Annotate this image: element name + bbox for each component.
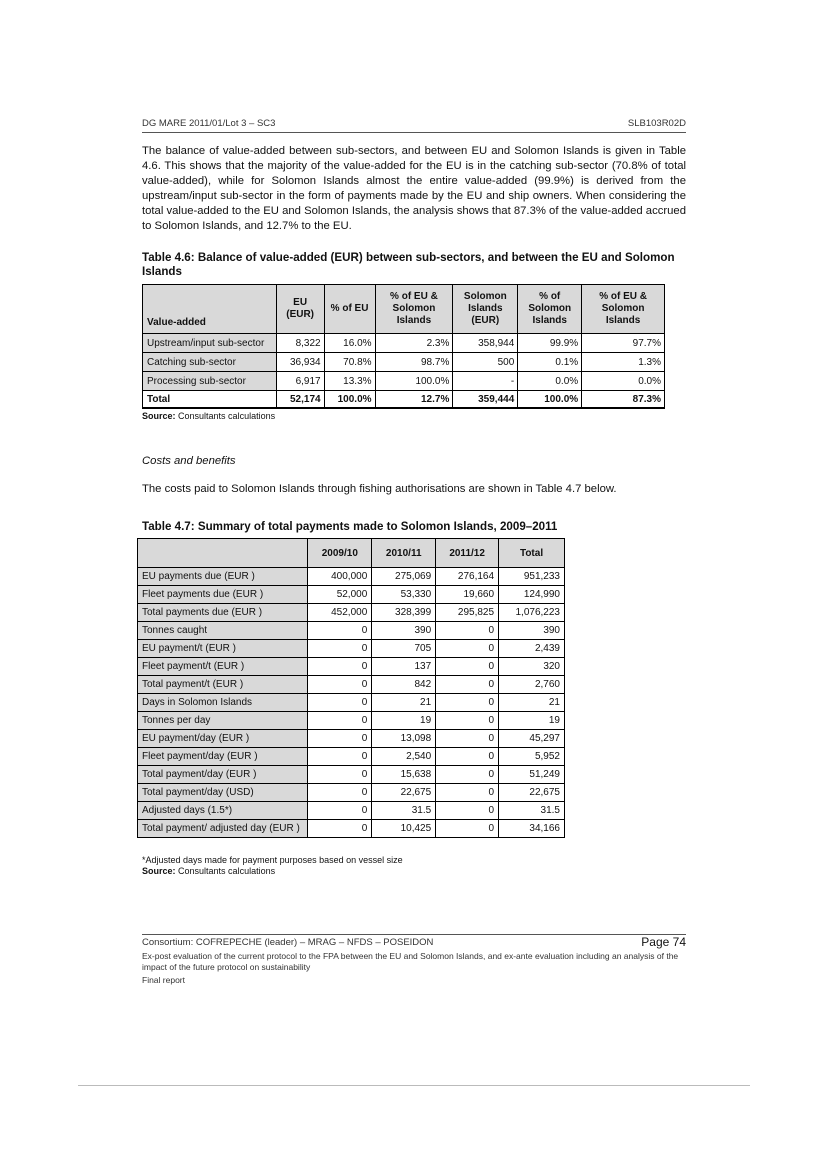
table-cell: 842 — [372, 676, 436, 694]
table-cell: 13.3% — [324, 372, 375, 391]
table47-caption: Table 4.7: Summary of total payments made to Solomon Islands, 2009–2011 — [142, 520, 558, 533]
table-cell: 0 — [436, 802, 499, 820]
table46-source — [142, 411, 275, 422]
row-label: Tonnes per day — [138, 712, 308, 730]
table-cell: 21 — [372, 694, 436, 712]
source-text: Consultants calculations — [178, 411, 276, 421]
row-label: Upstream/input sub-sector — [143, 334, 277, 353]
table46-header: Value-added — [143, 285, 277, 334]
table-cell: 390 — [499, 622, 565, 640]
table-cell: 0 — [308, 658, 372, 676]
table-cell: 0 — [436, 658, 499, 676]
table-cell: 320 — [499, 658, 565, 676]
table-cell: 16.0% — [324, 334, 375, 353]
table-cell: 359,444 — [453, 391, 518, 409]
table-cell: 100.0% — [324, 391, 375, 409]
row-label: Total — [143, 391, 277, 409]
table-cell: 0.0% — [518, 372, 582, 391]
table46-header-row — [143, 285, 665, 334]
table-cell: 15,638 — [372, 766, 436, 784]
table-row — [138, 640, 565, 658]
table47-header — [138, 539, 308, 568]
table-cell: 1,076,223 — [499, 604, 565, 622]
table-cell: 0 — [308, 766, 372, 784]
footer-consortium: Consortium: COFREPECHE (leader) – MRAG – NFDS – POSEIDON — [142, 937, 434, 948]
table47-notes — [142, 855, 403, 877]
table47-header: 2010/11 — [372, 539, 436, 568]
table-cell: 31.5 — [372, 802, 436, 820]
table-cell: 0.1% — [518, 353, 582, 372]
row-label: Fleet payment/t (EUR ) — [138, 658, 308, 676]
table-row — [138, 568, 565, 586]
table47-header: 2009/10 — [308, 539, 372, 568]
table-cell: 951,233 — [499, 568, 565, 586]
table-row — [138, 748, 565, 766]
table-row — [138, 802, 565, 820]
table-cell: 0 — [436, 676, 499, 694]
table-cell: 124,990 — [499, 586, 565, 604]
table-cell: 500 — [453, 353, 518, 372]
page-number: Page 74 — [641, 935, 686, 949]
row-label: EU payments due (EUR ) — [138, 568, 308, 586]
table-row — [138, 820, 565, 838]
page-bottom-rule — [78, 1085, 750, 1086]
table-cell: 45,297 — [499, 730, 565, 748]
table-cell: 87.3% — [582, 391, 665, 409]
table-cell: 0 — [308, 694, 372, 712]
table46-header: % of EU — [324, 285, 375, 334]
table-cell: 0 — [308, 802, 372, 820]
table-cell: 0 — [436, 784, 499, 802]
page-header — [142, 118, 686, 133]
table46-caption — [142, 251, 675, 279]
table47-header: Total — [499, 539, 565, 568]
table-row — [138, 604, 565, 622]
table-row — [143, 353, 665, 372]
row-label: EU payment/t (EUR ) — [138, 640, 308, 658]
table-cell: 8,322 — [276, 334, 324, 353]
table-cell: 5,952 — [499, 748, 565, 766]
table-cell: 0 — [308, 640, 372, 658]
table-cell: 0 — [308, 676, 372, 694]
table46-header: Solomon Islands (EUR) — [453, 285, 518, 334]
table-row — [138, 676, 565, 694]
table-cell: 2,760 — [499, 676, 565, 694]
table-cell: 400,000 — [308, 568, 372, 586]
table-cell: 31.5 — [499, 802, 565, 820]
row-label: Fleet payments due (EUR ) — [138, 586, 308, 604]
table-row — [138, 694, 565, 712]
table-cell: 295,825 — [436, 604, 499, 622]
table-cell: 0 — [308, 820, 372, 838]
table-cell: - — [453, 372, 518, 391]
table46-header: % of Solomon Islands — [518, 285, 582, 334]
row-label: Catching sub-sector — [143, 353, 277, 372]
table47-header: 2011/12 — [436, 539, 499, 568]
row-label: Total payment/day (USD) — [138, 784, 308, 802]
costs-paragraph: The costs paid to Solomon Islands through fishing authorisations are shown in Table 4.7 below. — [142, 483, 617, 495]
table46-caption-line2: Islands — [142, 265, 182, 278]
table46-header: % of EU & Solomon Islands — [582, 285, 665, 334]
table-row — [138, 622, 565, 640]
table-cell: 22,675 — [372, 784, 436, 802]
table-cell: 0 — [436, 766, 499, 784]
row-label: Days in Solomon Islands — [138, 694, 308, 712]
table47-body — [138, 568, 565, 838]
row-label: Fleet payment/day (EUR ) — [138, 748, 308, 766]
table-row — [138, 586, 565, 604]
table-cell: 100.0% — [518, 391, 582, 409]
table-cell: 1.3% — [582, 353, 665, 372]
table-cell: 0 — [308, 748, 372, 766]
table-row — [138, 784, 565, 802]
table-cell: 0 — [308, 784, 372, 802]
table-row — [138, 658, 565, 676]
row-label: Adjusted days (1.5*) — [138, 802, 308, 820]
table-cell: 275,069 — [372, 568, 436, 586]
table-cell: 2.3% — [375, 334, 453, 353]
table-row — [138, 730, 565, 748]
table-cell: 452,000 — [308, 604, 372, 622]
table47-header-row — [138, 539, 565, 568]
table-cell: 70.8% — [324, 353, 375, 372]
payments-table — [137, 538, 565, 838]
table-row — [138, 766, 565, 784]
table47-source — [142, 866, 403, 877]
table46-header: % of EU & Solomon Islands — [375, 285, 453, 334]
footer-description: Ex-post evaluation of the current protocol to the FPA between the EU and Solomon Islands, and ex-ante evaluation including an analysis of the impact of the future protocol on sustainability — [142, 951, 679, 972]
table-cell: 390 — [372, 622, 436, 640]
table-cell: 98.7% — [375, 353, 453, 372]
table-cell: 52,174 — [276, 391, 324, 409]
row-label: Tonnes caught — [138, 622, 308, 640]
table-cell: 0 — [436, 820, 499, 838]
source-label: Source: — [142, 411, 176, 421]
header-reference: DG MARE 2011/01/Lot 3 – SC3 — [142, 118, 276, 129]
table-cell: 0 — [436, 640, 499, 658]
table-cell: 2,540 — [372, 748, 436, 766]
value-added-table — [142, 284, 665, 409]
table-cell: 0 — [436, 694, 499, 712]
costs-benefits-heading: Costs and benefits — [142, 455, 236, 467]
table-cell: 52,000 — [308, 586, 372, 604]
row-label: Processing sub-sector — [143, 372, 277, 391]
table-cell: 19 — [372, 712, 436, 730]
table-cell: 21 — [499, 694, 565, 712]
table-cell: 137 — [372, 658, 436, 676]
table46-header: EU (EUR) — [276, 285, 324, 334]
table-cell: 0 — [436, 730, 499, 748]
table-row — [143, 372, 665, 391]
source-text: Consultants calculations — [178, 866, 276, 876]
table-row — [138, 712, 565, 730]
table-cell: 0 — [308, 712, 372, 730]
footer-report: Final report — [142, 975, 185, 985]
table-cell: 99.9% — [518, 334, 582, 353]
table-cell: 19,660 — [436, 586, 499, 604]
row-label: Total payment/t (EUR ) — [138, 676, 308, 694]
table-row — [143, 334, 665, 353]
row-label: Total payments due (EUR ) — [138, 604, 308, 622]
table-cell: 22,675 — [499, 784, 565, 802]
table-cell: 10,425 — [372, 820, 436, 838]
table-cell: 53,330 — [372, 586, 436, 604]
table-cell: 19 — [499, 712, 565, 730]
table-cell: 12.7% — [375, 391, 453, 409]
table-cell: 0 — [436, 622, 499, 640]
source-label: Source: — [142, 866, 176, 876]
table-cell: 0.0% — [582, 372, 665, 391]
table-cell: 2,439 — [499, 640, 565, 658]
row-label: Total payment/ adjusted day (EUR ) — [138, 820, 308, 838]
table-cell: 36,934 — [276, 353, 324, 372]
table-cell: 0 — [308, 622, 372, 640]
table-cell: 0 — [436, 748, 499, 766]
row-label: EU payment/day (EUR ) — [138, 730, 308, 748]
intro-paragraph: The balance of value-added between sub-sectors, and between EU and Solomon Islands is given in Table 4.6. This shows that the majority of the value-added for the EU is in the catching sub-sector (70.8% of total value-added), while for Solomon Islands almost the entire value-added (99.9%) is derived from the upstream/input sub-sector in the form of payments made by the EU and ship owners. When considering the total value-added to the EU and Solomon Islands, the analysis shows that 87.3% of the value-added accrued to Solomon Islands, and 12.7% to the EU. — [142, 145, 686, 232]
table-cell: 97.7% — [582, 334, 665, 353]
table-cell: 0 — [308, 730, 372, 748]
table-cell: 358,944 — [453, 334, 518, 353]
table-cell: 276,164 — [436, 568, 499, 586]
table-cell: 328,399 — [372, 604, 436, 622]
header-document-code: SLB103R02D — [627, 118, 686, 129]
table-cell: 705 — [372, 640, 436, 658]
table-cell: 13,098 — [372, 730, 436, 748]
table-cell: 34,166 — [499, 820, 565, 838]
table-cell: 51,249 — [499, 766, 565, 784]
table46-caption-line1: Table 4.6: Balance of value-added (EUR) between sub-sectors, and between the EU and Solomon — [142, 251, 675, 264]
table-cell: 6,917 — [276, 372, 324, 391]
table-total-row — [143, 391, 665, 409]
adjusted-days-note: *Adjusted days made for payment purposes based on vessel size — [142, 855, 403, 865]
table-cell: 0 — [436, 712, 499, 730]
table-cell: 100.0% — [375, 372, 453, 391]
row-label: Total payment/day (EUR ) — [138, 766, 308, 784]
